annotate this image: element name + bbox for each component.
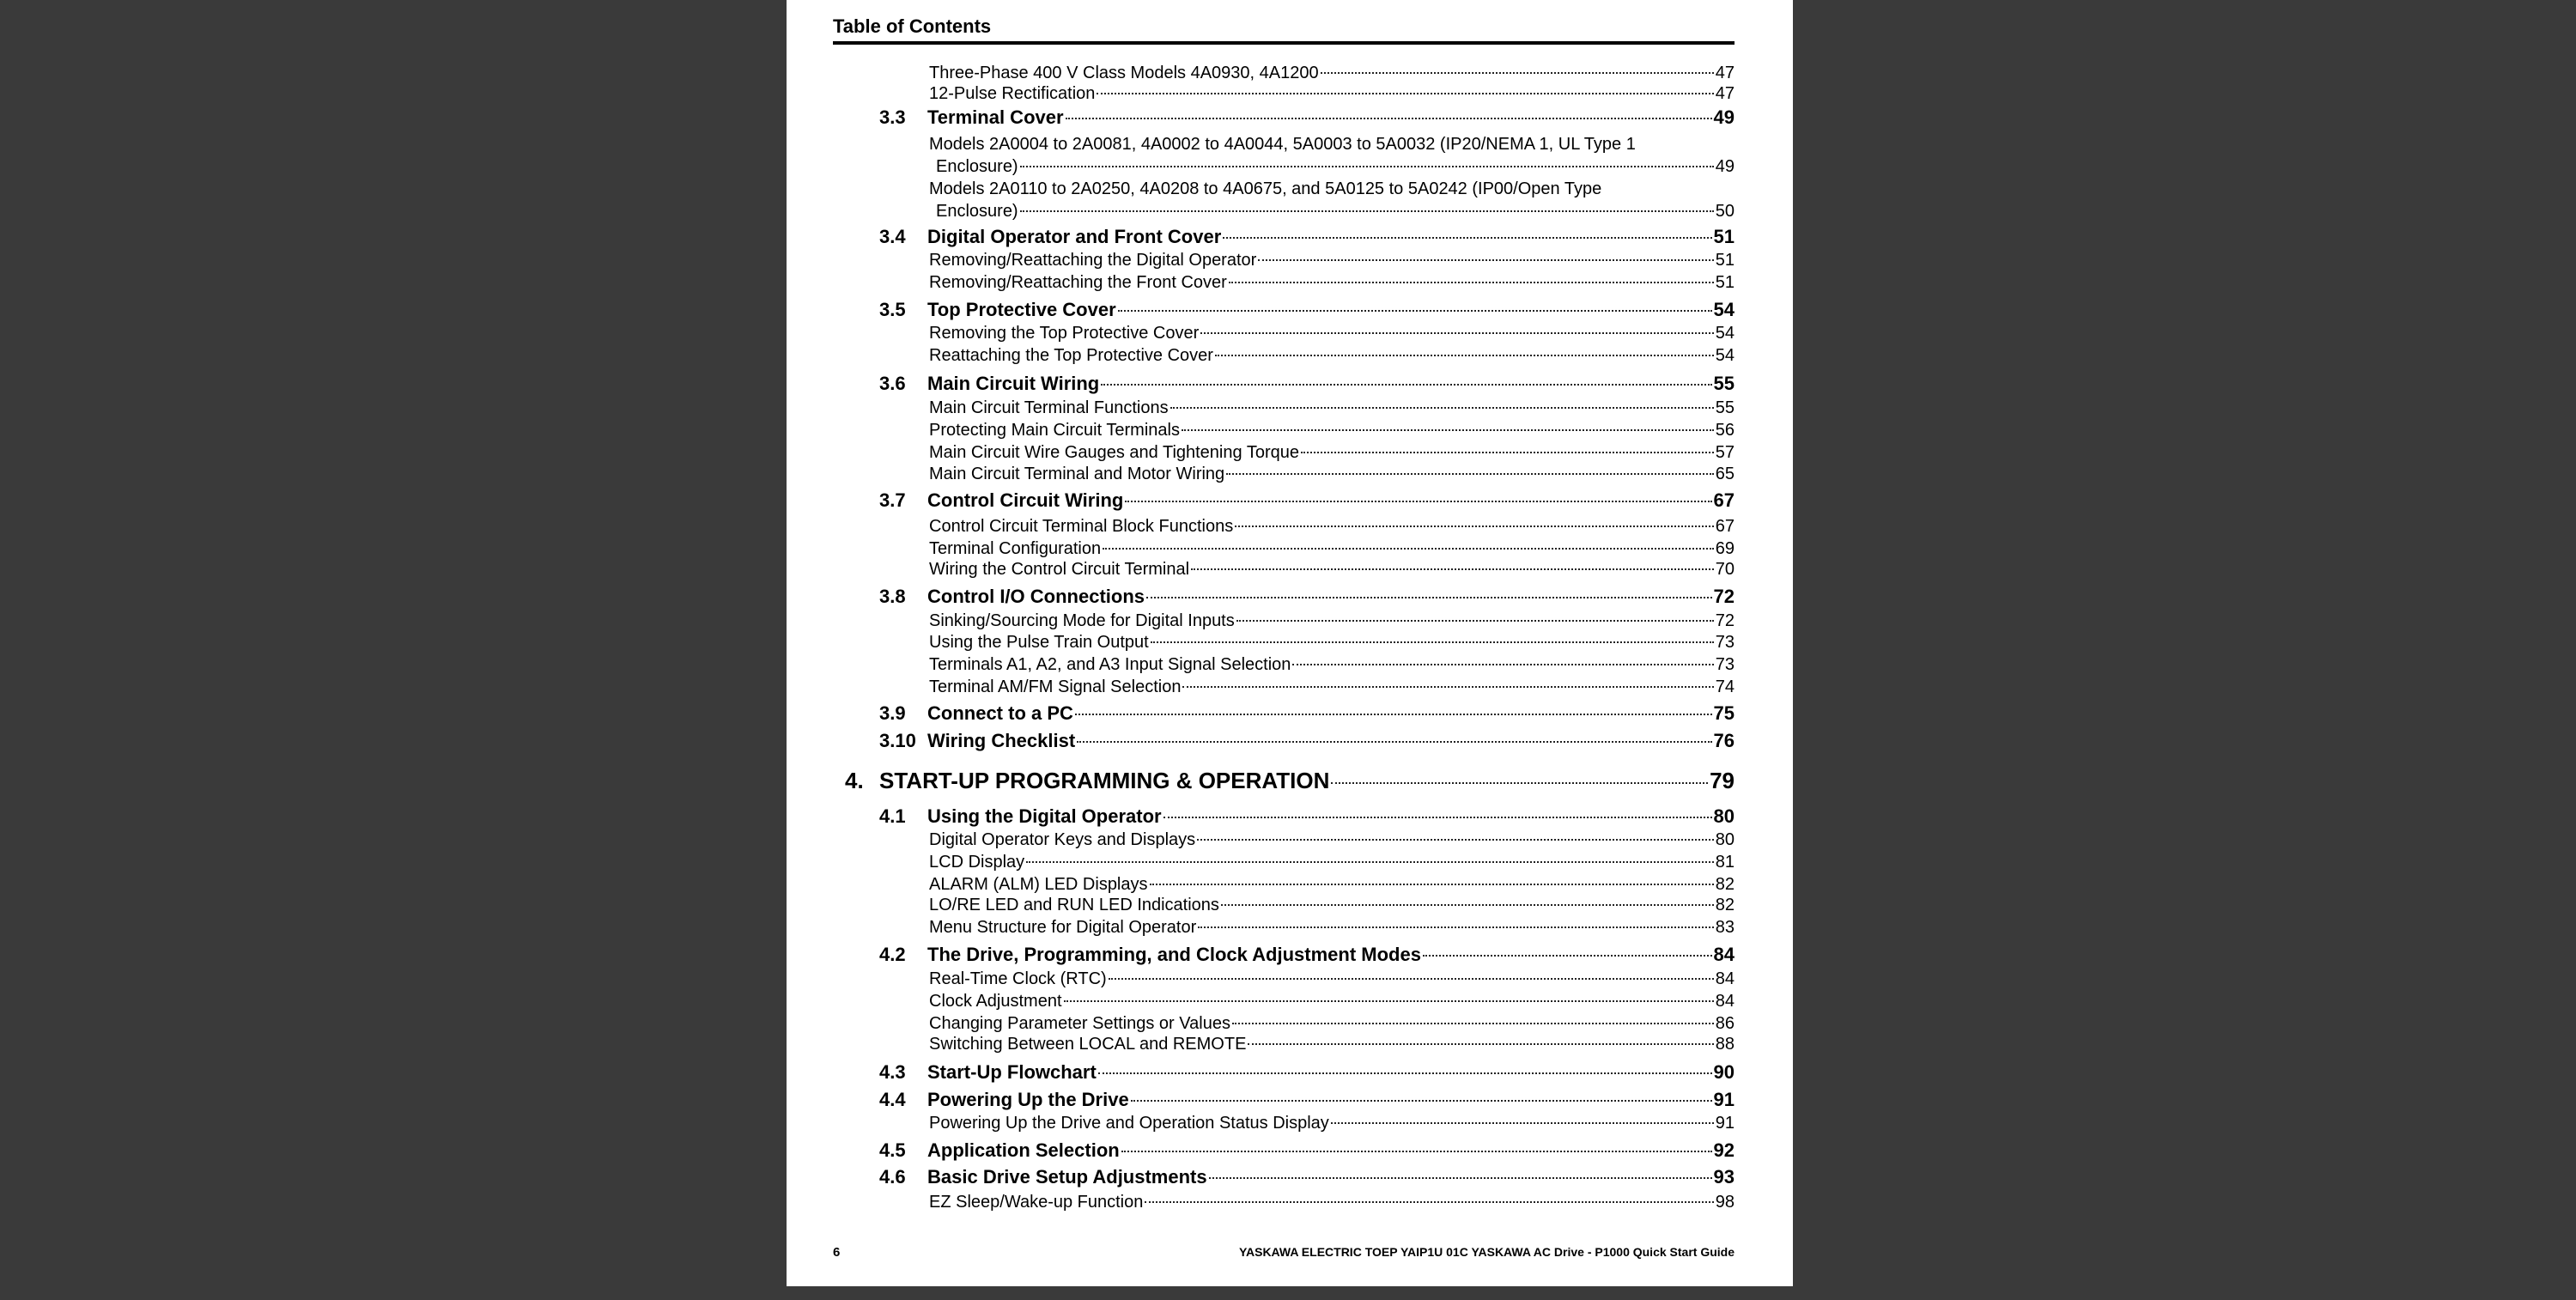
dot-leader [1182,686,1713,688]
toc-page-number: 55 [1713,373,1735,394]
toc-entry-main-circuit-terminal-functions[interactable] [929,398,1735,418]
toc-section-number: 4. [845,768,864,793]
toc-section-number: 4.1 [879,805,906,827]
toc-section-number: 4.4 [879,1089,906,1110]
toc-page-number: 75 [1713,702,1735,724]
toc-entry-lo-re-led-and-run-led-indications[interactable] [929,896,1735,915]
toc-entry-title: LCD Display [929,853,1025,872]
toc-entry-title: Powering Up the Drive [927,1089,1129,1110]
toc-entry-title: Control Circuit Terminal Block Functions [929,517,1234,536]
dot-leader [1236,620,1714,622]
toc-entry-main-circuit-terminal-and-motor-wiring[interactable] [929,465,1735,484]
toc-entry-title: Digital Operator and Front Cover [927,226,1222,247]
toc-entry-control-circuit-wiring[interactable] [927,489,1735,512]
toc-entry-digital-operator-keys-and-displays[interactable] [929,830,1735,850]
dot-leader [1292,664,1713,665]
toc-page-number: 91 [1715,1114,1735,1133]
toc-page-number: 84 [1713,944,1735,965]
toc-entry-enclosure[interactable] [936,157,1735,177]
toc-page-number: 82 [1715,896,1735,914]
dot-leader [1077,741,1711,743]
toc-page-number: 93 [1713,1166,1735,1188]
dot-leader [1109,978,1714,980]
toc-page-number: 67 [1713,489,1735,511]
dot-leader [1331,1122,1714,1124]
dot-leader [1151,641,1714,643]
toc-page-number: 81 [1715,853,1735,872]
toc-page-number: 90 [1713,1061,1735,1083]
dot-leader [1258,259,1713,261]
toc-entry-basic-drive-setup-adjustments[interactable] [927,1166,1735,1188]
document-page [787,0,1793,1286]
toc-entry-title: Main Circuit Wire Gauges and Tightening Torque [929,443,1299,462]
dot-leader [1182,429,1714,431]
toc-page-number: 82 [1715,875,1735,894]
toc-entry-the-drive-programming-and-clock-adjustment-modes[interactable] [927,944,1735,966]
page-number: 6 [833,1245,841,1260]
dot-leader [1248,1043,1713,1045]
toc-section-number: 4.6 [879,1166,906,1188]
toc-entry-control-circuit-terminal-block-functions[interactable] [929,517,1735,537]
toc-entry-title: LO/RE LED and RUN LED Indications [929,896,1219,914]
dot-leader [1118,310,1712,312]
toc-page-number: 51 [1713,226,1735,247]
toc-entry-terminal-am-fm-signal-selection[interactable] [929,677,1735,697]
toc-section-number: 3.8 [879,586,906,607]
toc-page-number: 49 [1715,157,1735,176]
toc-page-number: 51 [1715,273,1735,292]
dot-leader [1221,904,1714,906]
toc-page-number: 54 [1715,324,1735,343]
toc-page-number: 54 [1713,299,1735,320]
toc-section-number: 4.3 [879,1061,906,1083]
toc-entry-terminals-a1-a2-and-a3-input-signal-selection[interactable] [929,655,1735,675]
toc-entry-powering-up-the-drive[interactable] [927,1089,1735,1111]
dot-leader [1145,1201,1713,1203]
toc-entry-reattaching-the-top-protective-cover[interactable] [929,346,1735,366]
toc-entry-12-pulse-rectification[interactable] [929,84,1735,104]
dot-leader [1170,407,1714,409]
toc-entry-title: Main Circuit Terminal and Motor Wiring [929,465,1225,483]
toc-section-number: 4.2 [879,944,906,965]
toc-entry-line: Models 2A0110 to 2A0250, 4A0208 to 4A0675, and 5A0125 to 5A0242 (IP00/Open Type [929,179,1602,198]
toc-entry-title: Clock Adjustment [929,992,1062,1011]
toc-entry-title: Basic Drive Setup Adjustments [927,1166,1207,1188]
toc-entry-alarm-alm-led-displays[interactable] [929,875,1735,895]
toc-page-number: 69 [1715,539,1735,558]
toc-entry-title: Reattaching the Top Protective Cover [929,346,1213,365]
toc-section-number: 3.9 [879,702,906,724]
toc-entry-using-the-pulse-train-output[interactable] [929,633,1735,653]
toc-entry-title: Wiring the Control Circuit Terminal [929,560,1190,579]
dot-leader [1097,93,1713,94]
toc-entry-switching-between-local-and-remote[interactable] [929,1035,1735,1054]
toc-page-number: 74 [1715,677,1735,696]
toc-page-number: 80 [1715,830,1735,849]
toc-entry-title: Changing Parameter Settings or Values [929,1014,1230,1033]
toc-section-number: 3.6 [879,373,906,394]
dot-leader [1209,1177,1712,1179]
toc-entry-title: Top Protective Cover [927,299,1116,320]
toc-entry-title: EZ Sleep/Wake-up Function [929,1193,1144,1212]
dot-leader [1200,332,1714,334]
dot-leader [1146,597,1712,598]
toc-entry-title: Removing/Reattaching the Front Cover [929,273,1227,292]
toc-entry-clock-adjustment[interactable] [929,992,1735,1011]
dot-leader [1226,473,1714,475]
dot-leader [1198,926,1714,928]
toc-page-number: 91 [1713,1089,1735,1110]
dot-leader [1163,817,1712,818]
toc-entry-lcd-display[interactable] [929,853,1735,872]
toc-entry-main-circuit-wiring[interactable] [927,373,1735,395]
toc-entry-title: Control I/O Connections [927,586,1145,607]
dot-leader [1235,525,1714,527]
toc-page-number: 80 [1713,805,1735,827]
toc-page-number: 76 [1713,730,1735,751]
toc-entry-removing-the-top-protective-cover[interactable] [929,324,1735,343]
toc-page-number: 47 [1715,64,1735,82]
dot-leader [1215,355,1714,356]
toc-entry-title: Protecting Main Circuit Terminals [929,421,1180,440]
dot-leader [1232,1023,1714,1024]
toc-section-number: 3.3 [879,106,906,128]
dot-leader [1064,1000,1714,1002]
dot-leader [1020,210,1714,212]
toc-entry-title: The Drive, Programming, and Clock Adjustment Modes [927,944,1421,965]
toc-entry-line: Models 2A0004 to 2A0081, 4A0002 to 4A0044, 5A0003 to 5A0032 (IP20/NEMA 1, UL Type 1 [929,135,1636,154]
toc-entry-removing-reattaching-the-front-cover[interactable] [929,273,1735,293]
toc-entry-wiring-the-control-circuit-terminal[interactable] [929,560,1735,580]
toc-entry-title: 12-Pulse Rectification [929,84,1096,103]
toc-entry-protecting-main-circuit-terminals[interactable] [929,421,1735,440]
toc-entry-application-selection[interactable] [927,1139,1735,1162]
dot-leader [1075,714,1712,715]
publication-footer: YASKAWA ELECTRIC TOEP YAIP1U 01C YASKAWA AC Drive - P1000 Quick Start Guide [1238,1245,1735,1259]
toc-entry-title: Start-Up Flowchart [927,1061,1097,1083]
toc-page-number: 73 [1715,655,1735,674]
toc-entry-control-i-o-connections[interactable] [927,586,1735,608]
toc-entry-title: Three-Phase 400 V Class Models 4A0930, 4A1200 [929,64,1319,82]
toc-entry-start-up-programming-operation[interactable] [879,768,1735,794]
dot-leader [1223,237,1711,239]
toc-page-number: 51 [1715,251,1735,270]
toc-entry-title: Connect to a PC [927,702,1073,724]
toc-entry-top-protective-cover[interactable] [927,299,1735,321]
toc-entry-title: START-UP PROGRAMMING & OPERATION [879,768,1330,793]
toc-page-number: 65 [1715,465,1735,483]
toc-page-number: 70 [1715,560,1735,579]
toc-page-number: 56 [1715,421,1735,440]
toc-page-number: 72 [1713,586,1735,607]
toc-entry-title: Main Circuit Wiring [927,373,1100,394]
toc-entry-title: Control Circuit Wiring [927,489,1124,511]
toc-entry-ez-sleep-wake-up-function[interactable] [929,1193,1735,1212]
toc-entry-title: Powering Up the Drive and Operation Status Display [929,1114,1329,1133]
toc-page-number: 86 [1715,1014,1735,1033]
toc-page-number: 54 [1715,346,1735,365]
toc-section-number: 3.10 [879,730,916,751]
toc-entry-title: Enclosure) [936,202,1018,221]
toc-page-number: 72 [1715,611,1735,630]
toc-entry-title: Main Circuit Terminal Functions [929,398,1169,417]
toc-entry-title: Terminal AM/FM Signal Selection [929,677,1182,696]
dot-leader [1066,118,1712,119]
toc-section-number: 3.4 [879,226,906,247]
toc-entry-changing-parameter-settings-or-values[interactable] [929,1014,1735,1034]
toc-entry-using-the-digital-operator[interactable] [927,805,1735,828]
toc-entry-connect-to-a-pc[interactable] [927,702,1735,725]
dot-leader [1191,568,1714,570]
dot-leader [1301,452,1714,453]
dot-leader [1026,861,1714,863]
toc-entry-terminal-cover[interactable] [927,106,1735,129]
dot-leader [1321,72,1714,74]
toc-entry-title: Enclosure) [936,157,1018,176]
dot-leader [1423,955,1712,957]
toc-entry-title: Using the Digital Operator [927,805,1162,827]
toc-entry-title: Digital Operator Keys and Displays [929,830,1196,849]
toc-page-number: 92 [1713,1139,1735,1161]
toc-entry-digital-operator-and-front-cover[interactable] [927,226,1735,248]
dot-leader [1121,1151,1712,1152]
toc-entry-title: Terminals A1, A2, and A3 Input Signal Selection [929,655,1291,674]
toc-entry-terminal-configuration[interactable] [929,539,1735,559]
dot-leader [1229,282,1714,283]
table-of-contents [787,0,1793,1286]
toc-page-number: 83 [1715,918,1735,937]
toc-page-number: 84 [1715,992,1735,1011]
toc-entry-three-phase-400-v-class-models-4a0930-4a1200[interactable] [929,64,1735,83]
toc-entry-wiring-checklist[interactable] [927,730,1735,752]
toc-entry-title: Wiring Checklist [927,730,1076,751]
toc-entry-title: Terminal Configuration [929,539,1102,558]
toc-entry-title: Removing/Reattaching the Digital Operator [929,251,1257,270]
toc-section-number: 4.5 [879,1139,906,1161]
toc-entry-removing-reattaching-the-digital-operator[interactable] [929,251,1735,270]
toc-entry-title: Terminal Cover [927,106,1064,128]
toc-page-number: 88 [1715,1035,1735,1054]
dot-leader [1125,501,1711,502]
toc-entry-powering-up-the-drive-and-operation-status-display[interactable] [929,1114,1735,1133]
dot-leader [1131,1100,1712,1102]
page-header: Table of Contents [833,15,1735,45]
toc-entry-enclosure[interactable] [936,202,1735,222]
toc-entry-title: Real-Time Clock (RTC) [929,969,1107,988]
dot-leader [1197,839,1714,841]
toc-entry-sinking-sourcing-mode-for-digital-inputs[interactable] [929,611,1735,631]
toc-entry-start-up-flowchart[interactable] [927,1061,1735,1084]
toc-entry-title: Switching Between LOCAL and REMOTE [929,1035,1247,1054]
toc-entry-main-circuit-wire-gauges-and-tightening-torque[interactable] [929,443,1735,463]
toc-section-number: 3.7 [879,489,906,511]
toc-page-number: 57 [1715,443,1735,462]
toc-page-number: 55 [1715,398,1735,417]
dot-leader [1103,548,1714,550]
dot-leader [1020,166,1714,167]
toc-page-number: 47 [1715,84,1735,103]
toc-page-number: 98 [1715,1193,1735,1212]
toc-entry-title: ALARM (ALM) LED Displays [929,875,1148,894]
toc-entry-menu-structure-for-digital-operator[interactable] [929,918,1735,938]
toc-entry-title: Application Selection [927,1139,1120,1161]
dot-leader [1150,884,1714,885]
dot-leader [1331,782,1708,784]
toc-section-number: 3.5 [879,299,906,320]
toc-page-number: 79 [1710,768,1735,793]
toc-entry-title: Sinking/Sourcing Mode for Digital Inputs [929,611,1235,630]
toc-entry-real-time-clock-rtc[interactable] [929,969,1735,989]
toc-entry-title: Using the Pulse Train Output [929,633,1149,652]
toc-page-number: 49 [1713,106,1735,128]
toc-page-number: 67 [1715,517,1735,536]
toc-page-number: 50 [1715,202,1735,221]
toc-entry-title: Menu Structure for Digital Operator [929,918,1197,937]
dot-leader [1098,1072,1712,1074]
toc-entry-title: Removing the Top Protective Cover [929,324,1200,343]
toc-page-number: 84 [1715,969,1735,988]
dot-leader [1101,384,1711,386]
toc-page-number: 73 [1715,633,1735,652]
